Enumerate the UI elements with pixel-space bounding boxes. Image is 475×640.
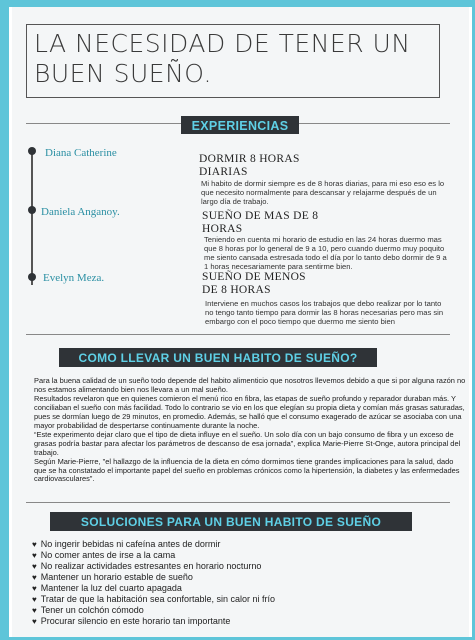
experience-title: SUEÑO DE MENOS DE 8 HORAS (202, 271, 306, 296)
experience-title: DORMIR 8 HORAS DIARIAS (199, 153, 300, 178)
heart-icon: ♥ (32, 551, 37, 560)
page-title: LA NECESIDAD DE TENER UN BUEN SUEÑO. (34, 29, 411, 88)
paragraph: Resultados revelaron que en quienes comieron el menú rico en fibra, las etapas de sueño profundo y reparador duraban más. Y conciliaban el sueño con más facilidad. Todo lo contrario se vio en los que elegían su propia dieta y comían más grasas saturadas, pues se dormían luego de 29 minutos, en promedio. Además, se halló que el consumo exagerado de azúcar se asociaba con una mayor probabilidad de despertarse continuamente durante la noche. (34, 393, 465, 430)
list-item: ♥ Tener un colchón cómodo (32, 605, 144, 615)
experience-text: Mi habito de dormir siempre es de 8 horas diarias, para mi eso eso es lo que necesito normalmente para descansar y relajarme después de un largo día de trabajo. (201, 179, 445, 206)
paragraph: Según Marie-Pierre, "el hallazgo de la influencia de la dieta en cómo dormimos tiene grandes implicaciones para la salud, dado que se ha constatado el importante papel del sueño en problemas crónicos como la hipertensión, la diabetes y las enfermedades cardiovasculares". (34, 456, 460, 484)
section-title-experiences: EXPERIENCIAS (181, 116, 299, 134)
list-item: ♥ Tratar de que la habitación sea confortable, sin calor ni frío (32, 594, 276, 604)
heart-icon: ♥ (32, 595, 37, 604)
person-name: Daniela Anganoy. (41, 206, 120, 218)
person-name: Diana Catherine (45, 147, 117, 159)
solutions-list (32, 539, 275, 627)
heart-icon: ♥ (32, 562, 37, 571)
timeline-dot (28, 147, 36, 155)
list-item: ♥ No ingerir bebidas ni cafeína antes de dormir (32, 539, 221, 549)
heart-icon: ♥ (32, 617, 37, 626)
timeline-dot (28, 273, 36, 281)
section-title-solutions: SOLUCIONES PARA UN BUEN HABITO DE SUEÑO (50, 512, 412, 531)
section-title-how-to: COMO LLEVAR UN BUEN HABITO DE SUEÑO? (59, 348, 377, 367)
experience-title: SUEÑO DE MAS DE 8 HORAS (202, 210, 319, 235)
divider (26, 334, 450, 335)
heart-icon: ♥ (32, 606, 37, 615)
heart-icon: ♥ (32, 573, 37, 582)
infographic-paper (9, 7, 472, 637)
experience-text: Teniendo en cuenta mi horario de estudio en las 24 horas duermo mas que 8 horas por lo general de 9 a 10, pero cuando duermo muy poquito me siento cansada estresada todo el día por lo tanto debo dormir de 9 a 1 horas necesariamente para sentirme bien. (204, 235, 447, 271)
heart-icon: ♥ (32, 584, 37, 593)
experience-text: Interviene en muchos casos los trabajos que debo realizar por lo tanto no tengo tanto tiempo para dormir las 8 horas necesarias pero mas sin embargo con el poco tiempo que duermo me siento bien (205, 299, 444, 326)
paragraph: “Este experimento dejar claro que el tipo de dieta influye en el sueño. Un solo día con un bajo consumo de fibra y un exceso de grasas podría bastar para afectar los parámetros de descanso de esa jornada”, explica Marie-Pierre St-Onge, autora principal del trabajo. (34, 429, 461, 457)
divider (26, 502, 450, 503)
timeline-line (31, 150, 33, 285)
person-name: Evelyn Meza. (43, 272, 105, 284)
article-body (34, 377, 466, 484)
heart-icon: ♥ (32, 540, 37, 549)
list-item: ♥ Procurar silencio en este horario tan importante (32, 616, 231, 626)
list-item: ♥ Mantener un horario estable de sueño (32, 572, 193, 582)
timeline-dot (28, 206, 36, 214)
list-item: ♥ No comer antes de irse a la cama (32, 550, 176, 560)
list-item: ♥ No realizar actividades estresantes en horario nocturno (32, 561, 262, 571)
list-item: ♥ Mantener la luz del cuarto apagada (32, 583, 182, 593)
paragraph: Para la buena calidad de un sueño todo depende del habito alimenticio que nosotros llevemos debido a que si por alguna razón no nos estamos alimentando bien nos llevara a un mal sueño. (34, 376, 466, 394)
